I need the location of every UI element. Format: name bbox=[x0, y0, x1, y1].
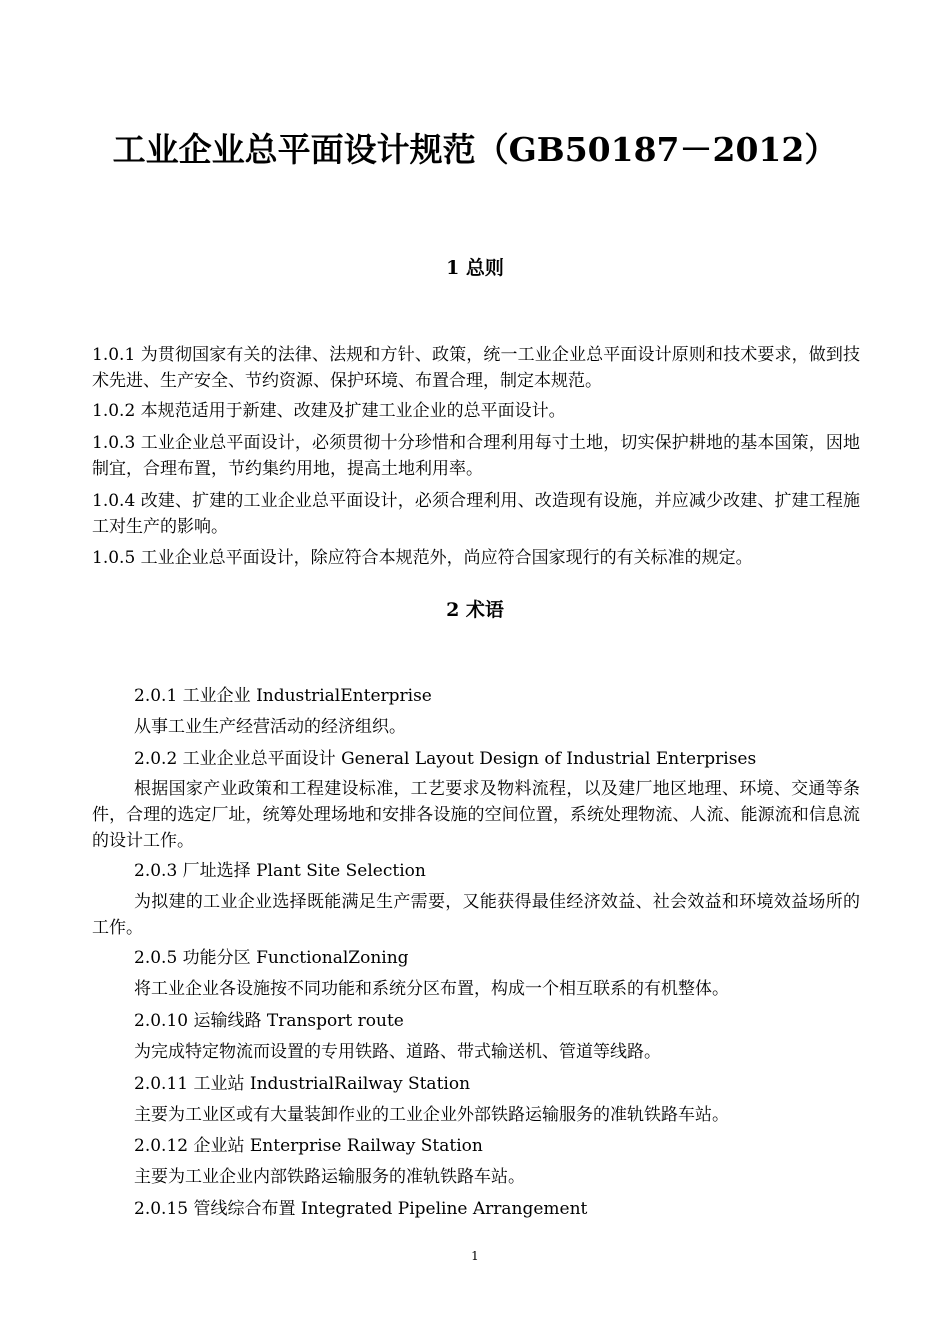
page-number: 1 bbox=[471, 1249, 479, 1263]
definition-2-0-2: 根据国家产业政策和工程建设标准，工艺要求及物料流程，以及建厂地区地理、环境、交通等条件，合理的选定厂址，统筹处理场地和安排各设施的空间位置，系统处理物流、人流、能源流和信息流的设计工作。 bbox=[92, 779, 860, 851]
term-2-0-10: 2.0.10 运输线路 Transport route bbox=[134, 1011, 404, 1031]
term-2-0-15: 2.0.15 管线综合布置 Integrated Pipeline Arrangement bbox=[134, 1199, 588, 1219]
term-2-0-12: 2.0.12 企业站 Enterprise Railway Station bbox=[134, 1136, 483, 1156]
section-heading-general: 1 总则 bbox=[446, 257, 504, 279]
definition-2-0-5: 将工业企业各设施按不同功能和系统分区布置，构成一个相互联系的有机整体。 bbox=[134, 979, 729, 999]
section-heading-terms: 2 术语 bbox=[446, 599, 504, 621]
clause-1-0-1: 1.0.1 为贯彻国家有关的法律、法规和方针、政策，统一工业企业总平面设计原则和技术要求，做到技术先进、生产安全、节约资源、保护环境、布置合理，制定本规范。 bbox=[92, 345, 860, 391]
term-2-0-2: 2.0.2 工业企业总平面设计 General Layout Design of Industrial Enterprises bbox=[134, 749, 757, 769]
definition-2-0-10: 为完成特定物流而设置的专用铁路、道路、带式输送机、管道等线路。 bbox=[134, 1042, 661, 1062]
term-2-0-5: 2.0.5 功能分区 FunctionalZoning bbox=[134, 948, 409, 968]
definition-2-0-1: 从事工业生产经营活动的经济组织。 bbox=[134, 717, 406, 737]
definition-2-0-12: 主要为工业企业内部铁路运输服务的准轨铁路车站。 bbox=[134, 1167, 525, 1187]
clause-1-0-5: 1.0.5 工业企业总平面设计，除应符合本规范外，尚应符合国家现行的有关标准的规定。 bbox=[92, 548, 753, 568]
clause-1-0-2: 1.0.2 本规范适用于新建、改建及扩建工业企业的总平面设计。 bbox=[92, 401, 566, 421]
clause-1-0-3: 1.0.3 工业企业总平面设计，必须贯彻十分珍惜和合理利用每寸土地，切实保护耕地的基本国策，因地制宜，合理布置，节约集约用地，提高土地利用率。 bbox=[92, 433, 860, 479]
term-2-0-11: 2.0.11 工业站 IndustrialRailway Station bbox=[134, 1074, 471, 1094]
document-title: 工业企业总平面设计规范（GB50187－2012） bbox=[112, 130, 838, 169]
term-2-0-1: 2.0.1 工业企业 IndustrialEnterprise bbox=[134, 686, 432, 706]
definition-2-0-3: 为拟建的工业企业选择既能满足生产需要，又能获得最佳经济效益、社会效益和环境效益场所的工作。 bbox=[92, 892, 860, 938]
clause-1-0-4: 1.0.4 改建、扩建的工业企业总平面设计，必须合理利用、改造现有设施，并应减少改建、扩建工程施工对生产的影响。 bbox=[92, 491, 860, 537]
term-2-0-3: 2.0.3 厂址选择 Plant Site Selection bbox=[134, 861, 426, 881]
definition-2-0-11: 主要为工业区或有大量装卸作业的工业企业外部铁路运输服务的准轨铁路车站。 bbox=[134, 1105, 729, 1125]
